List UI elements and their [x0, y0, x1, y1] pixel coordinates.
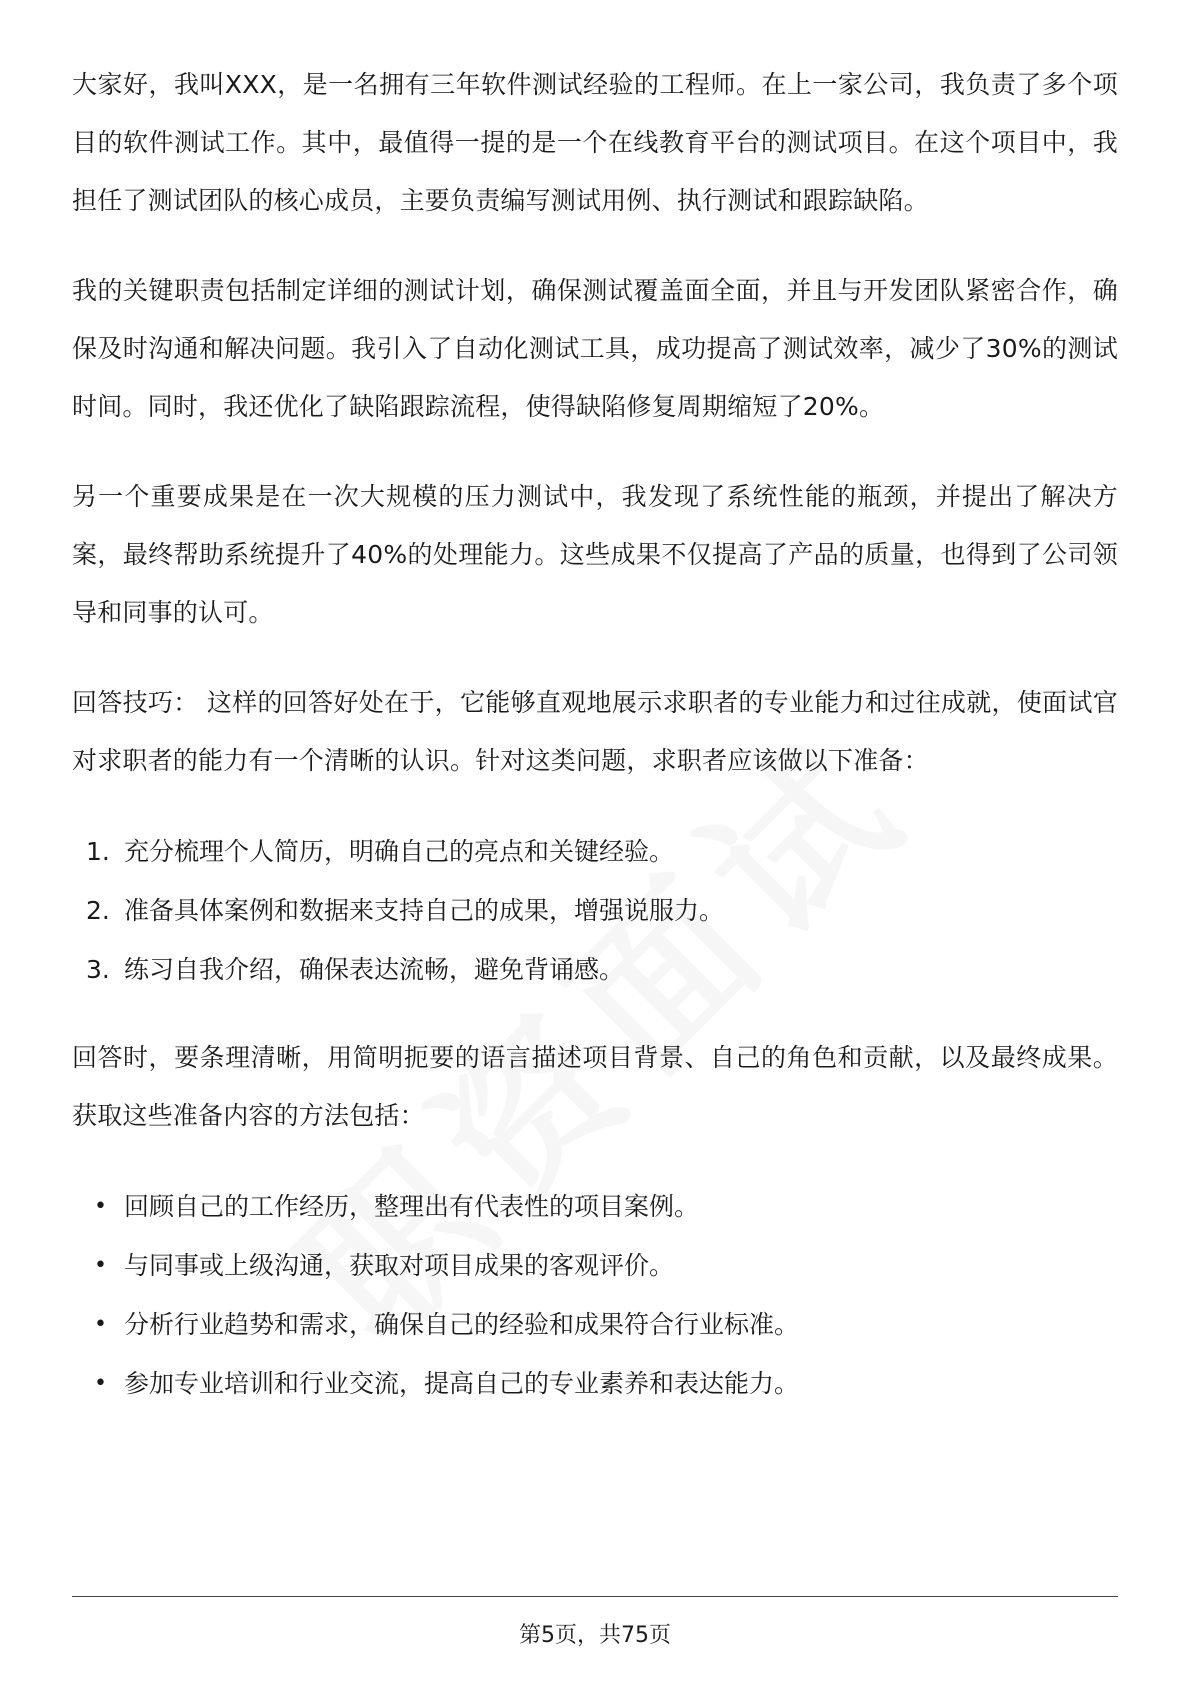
- list-number: 2.: [86, 896, 110, 925]
- list-number: 1.: [86, 837, 110, 866]
- paragraph-tips: 回答技巧： 这样的回答好处在于，它能够直观地展示求职者的专业能力和过往成就，使面试官对求职者的能力有一个清晰的认识。针对这类问题，求职者应该做以下准备：: [72, 688, 1118, 775]
- list-item-text: 充分梳理个人简历，明确自己的亮点和关键经验。: [124, 837, 675, 866]
- list-number: 3.: [86, 955, 110, 984]
- page-number: 第5页，共75页: [519, 1623, 671, 1648]
- list-item: [72, 1236, 1118, 1295]
- list-item-text: 与同事或上级沟通，获取对项目成果的客观评价。: [124, 1251, 675, 1280]
- bullet-icon: •: [94, 1312, 107, 1337]
- paragraph-intro: 大家好，我叫XXX，是一名拥有三年软件测试经验的工程师。在上一家公司，我负责了多个项目的软件测试工作。其中，最值得一提的是一个在线教育平台的测试项目。在这个项目中，我担任了测试团队的核心成员，主要负责编写测试用例、执行测试和跟踪缺陷。: [72, 70, 1118, 215]
- list-item-text: 练习自我介绍，确保表达流畅，避免背诵感。: [124, 955, 625, 984]
- list-item: [72, 1295, 1118, 1354]
- methods-bullet-list: [72, 1177, 1118, 1413]
- paragraph-achievement: 另一个重要成果是在一次大规模的压力测试中，我发现了系统性能的瓶颈，并提出了解决方案，最终帮助系统提升了40%的处理能力。这些成果不仅提高了产品的质量，也得到了公司领导和同事的认可。: [72, 482, 1118, 627]
- bullet-icon: •: [94, 1194, 107, 1219]
- list-item: [72, 881, 1118, 940]
- document-body: [72, 56, 1118, 1443]
- list-item: [72, 1177, 1118, 1236]
- list-item-text: 准备具体案例和数据来支持自己的成果，增强说服力。: [124, 896, 725, 925]
- list-item-text: 回顾自己的工作经历，整理出有代表性的项目案例。: [124, 1192, 700, 1221]
- list-item: [72, 822, 1118, 881]
- list-item-text: 参加专业培训和行业交流，提高自己的专业素养和表达能力。: [124, 1369, 800, 1398]
- paragraph-responsibilities: 我的关键职责包括制定详细的测试计划，确保测试覆盖面全面，并且与开发团队紧密合作，确保及时沟通和解决问题。我引入了自动化测试工具，成功提高了测试效率，减少了30%的测试时间。同时，我还优化了缺陷跟踪流程，使得缺陷修复周期缩短了20%。: [72, 276, 1118, 421]
- bullet-icon: •: [94, 1253, 107, 1278]
- bullet-icon: •: [94, 1371, 107, 1396]
- list-item-text: 分析行业趋势和需求，确保自己的经验和成果符合行业标准。: [124, 1310, 800, 1339]
- footer-divider: [72, 1596, 1118, 1597]
- preparation-numbered-list: [72, 822, 1118, 999]
- list-item: [72, 940, 1118, 999]
- paragraph-methods: 回答时，要条理清晰，用简明扼要的语言描述项目背景、自己的角色和贡献，以及最终成果。获取这些准备内容的方法包括：: [72, 1043, 1118, 1130]
- list-item: [72, 1354, 1118, 1413]
